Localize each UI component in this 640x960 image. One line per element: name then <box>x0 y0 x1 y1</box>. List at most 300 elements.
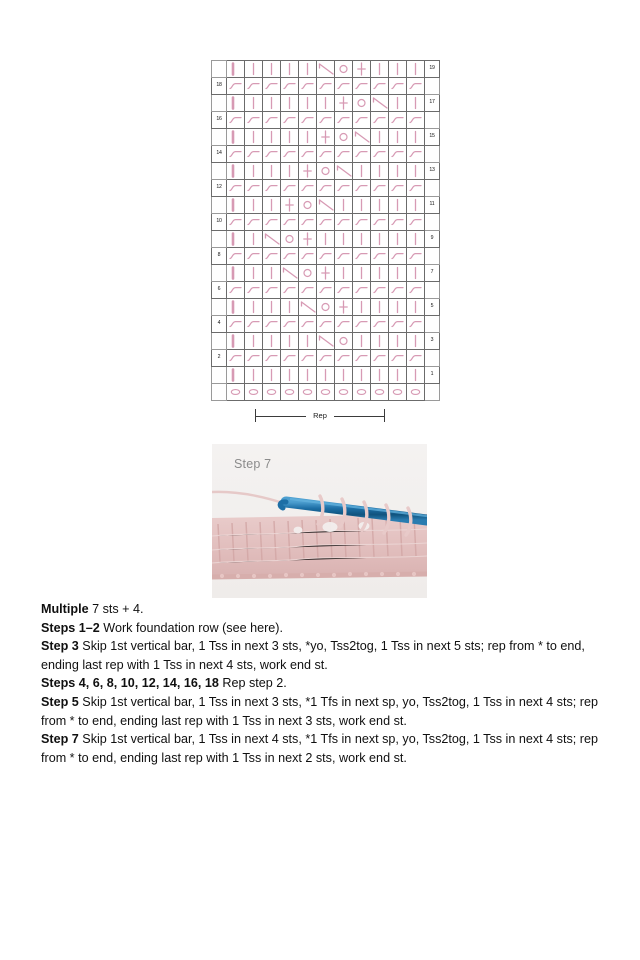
tss-icon <box>281 299 298 315</box>
ret-icon <box>317 316 334 332</box>
tfs-icon <box>317 129 334 145</box>
chart-cell-tfs <box>353 61 371 78</box>
ret-icon <box>263 350 280 366</box>
chart-row <box>212 61 440 78</box>
instruction-line <box>41 619 599 638</box>
tss-icon <box>263 129 280 145</box>
tss-icon <box>281 333 298 349</box>
chart-cell-ret <box>353 248 371 265</box>
chart-cell-ch <box>371 384 389 401</box>
chart-cell-tfs <box>317 129 335 146</box>
chart-cell-tss <box>263 367 281 384</box>
ret-icon <box>335 214 352 230</box>
chart-cell-tss <box>353 299 371 316</box>
chart-cell-tss <box>317 95 335 112</box>
chart-cell-ret <box>299 78 317 95</box>
ret-icon <box>299 248 316 264</box>
instruction-line <box>41 600 599 619</box>
ret-icon <box>227 180 244 196</box>
ch-icon <box>353 384 370 400</box>
chart-cell-ret <box>335 316 353 333</box>
chart-cell-ret <box>389 282 407 299</box>
chart-cell-tss <box>407 197 425 214</box>
chart-cell-ret <box>353 350 371 367</box>
tss-icon <box>389 163 406 179</box>
tss-icon <box>335 367 352 383</box>
dec-icon <box>317 61 334 77</box>
instruction-label: Step 7 <box>41 732 79 747</box>
ret-icon <box>245 112 262 128</box>
chart-cell-ret <box>335 282 353 299</box>
tss-icon <box>263 61 280 77</box>
instruction-label: Steps 1–2 <box>41 620 100 635</box>
chart-row <box>212 214 440 231</box>
chart-cell-ret <box>227 214 245 231</box>
tss-icon <box>371 265 388 281</box>
chart-cell-ch <box>317 384 335 401</box>
chart-cell-tss <box>389 265 407 282</box>
chart-cell-yo <box>335 61 353 78</box>
ret-icon <box>407 282 424 298</box>
chart-cell-tss <box>281 333 299 350</box>
chart-cell-tss <box>353 333 371 350</box>
row-number-left <box>212 265 227 282</box>
ret-icon <box>353 316 370 332</box>
chart-cell-ret <box>281 180 299 197</box>
chart-row <box>212 265 440 282</box>
chart-cell-dec <box>371 95 389 112</box>
tss-icon <box>263 265 280 281</box>
chart-row <box>212 129 440 146</box>
tss-icon <box>371 367 388 383</box>
chart-cell-tfs <box>299 231 317 248</box>
step-photo-caption: Step 7 <box>234 457 272 471</box>
row-number-right: 17 <box>425 95 440 112</box>
ret-icon <box>371 248 388 264</box>
chart-cell-tss <box>407 129 425 146</box>
tss-icon <box>245 367 262 383</box>
tss-icon <box>299 129 316 145</box>
chart-cell-ret <box>281 248 299 265</box>
chart-cell-ret <box>353 146 371 163</box>
chart-cell-tss <box>371 197 389 214</box>
row-number-left <box>212 299 227 316</box>
chart-cell-tss <box>263 299 281 316</box>
instruction-line <box>41 637 599 674</box>
chart-cell-ret <box>263 78 281 95</box>
chart-row <box>212 197 440 214</box>
tss-icon <box>281 129 298 145</box>
chart-cell-dec <box>317 333 335 350</box>
row-number-left: 14 <box>212 146 227 163</box>
tss-icon <box>353 163 370 179</box>
chart-row <box>212 163 440 180</box>
chart-cell-ret <box>317 282 335 299</box>
instruction-text: Work foundation row (see here). <box>99 620 283 635</box>
tss-icon <box>371 299 388 315</box>
chart-cell-tss <box>353 231 371 248</box>
tss-icon <box>245 129 262 145</box>
row-number-right <box>425 146 440 163</box>
chart-cell-tss <box>407 333 425 350</box>
tss-bold-icon <box>227 231 244 247</box>
ret-icon <box>335 146 352 162</box>
row-number-right: 13 <box>425 163 440 180</box>
yo-icon <box>281 231 298 247</box>
ret-icon <box>389 282 406 298</box>
chart-cell-tss <box>371 299 389 316</box>
ret-icon <box>407 180 424 196</box>
ret-icon <box>299 146 316 162</box>
chart-cell-ret <box>227 282 245 299</box>
dec-icon <box>299 299 316 315</box>
chart-cell-ret <box>245 112 263 129</box>
chart-cell-tss <box>281 299 299 316</box>
chart-cell-ret <box>407 214 425 231</box>
row-number-left: 4 <box>212 316 227 333</box>
ret-icon <box>227 78 244 94</box>
tss-icon <box>407 129 424 145</box>
tss-icon <box>389 333 406 349</box>
chart-cell-ret <box>371 248 389 265</box>
chart-cell-ret <box>281 350 299 367</box>
ret-icon <box>389 78 406 94</box>
chart-cell-tss <box>353 367 371 384</box>
ch-icon <box>317 384 334 400</box>
row-number-left: 10 <box>212 214 227 231</box>
chart-cell-tss <box>389 197 407 214</box>
chart-cell-tss <box>371 61 389 78</box>
ret-icon <box>353 180 370 196</box>
tss-icon <box>371 197 388 213</box>
chart-cell-ret <box>407 78 425 95</box>
ret-icon <box>371 214 388 230</box>
rep-label: Rep <box>306 410 334 421</box>
ret-icon <box>371 316 388 332</box>
yo-icon <box>335 333 352 349</box>
chart-cell-tss <box>371 265 389 282</box>
row-number-right <box>425 384 440 401</box>
chart-cell-ret <box>353 78 371 95</box>
chart-cell-tss-bold <box>227 163 245 180</box>
chart-cell-ret <box>335 78 353 95</box>
tss-icon <box>299 61 316 77</box>
row-number-left: 18 <box>212 78 227 95</box>
row-number-left <box>212 384 227 401</box>
chart-cell-dec <box>353 129 371 146</box>
chart-cell-tss <box>371 231 389 248</box>
chart-cell-tss-bold <box>227 333 245 350</box>
tss-icon <box>335 231 352 247</box>
chart-cell-ret <box>281 316 299 333</box>
chart-cell-tss <box>245 95 263 112</box>
ret-icon <box>389 214 406 230</box>
chart-cell-ret <box>353 112 371 129</box>
tfs-icon <box>281 197 298 213</box>
ch-icon <box>227 384 244 400</box>
row-number-left: 6 <box>212 282 227 299</box>
tss-icon <box>389 265 406 281</box>
chart-cell-tss <box>263 265 281 282</box>
ret-icon <box>353 146 370 162</box>
chart-cell-ret <box>371 282 389 299</box>
tss-icon <box>389 197 406 213</box>
ret-icon <box>299 180 316 196</box>
dec-icon <box>317 197 334 213</box>
ret-icon <box>407 78 424 94</box>
ret-icon <box>353 112 370 128</box>
tss-bold-icon <box>227 299 244 315</box>
ch-icon <box>335 384 352 400</box>
ret-icon <box>335 78 352 94</box>
chart-cell-tss <box>335 367 353 384</box>
row-number-right: 7 <box>425 265 440 282</box>
tss-icon <box>281 61 298 77</box>
tss-icon <box>299 367 316 383</box>
tss-icon <box>245 333 262 349</box>
chart-cell-ret <box>317 146 335 163</box>
ret-icon <box>389 146 406 162</box>
ret-icon <box>245 78 262 94</box>
tss-icon <box>281 163 298 179</box>
ret-icon <box>407 146 424 162</box>
tss-icon <box>353 231 370 247</box>
tss-icon <box>317 231 334 247</box>
tss-icon <box>263 333 280 349</box>
tss-icon <box>407 61 424 77</box>
tss-icon <box>389 61 406 77</box>
rep-bracket <box>255 409 385 425</box>
yo-icon <box>335 129 352 145</box>
chart-cell-ret <box>371 78 389 95</box>
ret-icon <box>371 78 388 94</box>
yo-icon <box>335 61 352 77</box>
ret-icon <box>245 180 262 196</box>
ret-icon <box>353 282 370 298</box>
ret-icon <box>281 248 298 264</box>
dec-icon <box>263 231 280 247</box>
chart-cell-dec <box>317 61 335 78</box>
ch-icon <box>389 384 406 400</box>
chart-cell-tss <box>263 163 281 180</box>
tss-bold-icon <box>227 95 244 111</box>
chart-cell-yo <box>317 163 335 180</box>
chart-cell-ret <box>227 248 245 265</box>
ret-icon <box>281 282 298 298</box>
tss-icon <box>353 367 370 383</box>
chart-cell-ret <box>299 316 317 333</box>
ret-icon <box>227 214 244 230</box>
chart-cell-ch <box>335 384 353 401</box>
row-number-right: 15 <box>425 129 440 146</box>
tss-icon <box>407 197 424 213</box>
row-number-left <box>212 129 227 146</box>
ch-icon <box>407 384 424 400</box>
ch-icon <box>263 384 280 400</box>
chart-cell-ret <box>317 350 335 367</box>
row-number-right <box>425 112 440 129</box>
ret-icon <box>299 112 316 128</box>
chart-row <box>212 95 440 112</box>
chart-cell-ch <box>263 384 281 401</box>
ret-icon <box>371 146 388 162</box>
chart-cell-tss <box>299 367 317 384</box>
chart-cell-tss-bold <box>227 265 245 282</box>
tss-icon <box>245 197 262 213</box>
ret-icon <box>407 214 424 230</box>
ret-icon <box>281 214 298 230</box>
row-number-right: 3 <box>425 333 440 350</box>
chart-cell-ret <box>299 146 317 163</box>
chart-cell-tss <box>389 231 407 248</box>
chart-row <box>212 299 440 316</box>
tss-icon <box>263 95 280 111</box>
chart-row <box>212 282 440 299</box>
chart-cell-ret <box>353 282 371 299</box>
chart-cell-tss <box>407 95 425 112</box>
ret-icon <box>227 248 244 264</box>
chart-cell-ret <box>227 146 245 163</box>
chart-cell-ret <box>407 248 425 265</box>
chart-cell-ret <box>227 316 245 333</box>
ret-icon <box>281 316 298 332</box>
ret-icon <box>245 282 262 298</box>
tss-icon <box>263 163 280 179</box>
chart-cell-tss <box>245 367 263 384</box>
tss-icon <box>245 61 262 77</box>
chart-cell-tss <box>317 231 335 248</box>
row-number-right <box>425 282 440 299</box>
chart-cell-tss <box>407 231 425 248</box>
chart-cell-tss <box>389 129 407 146</box>
row-number-left <box>212 95 227 112</box>
chart-cell-ret <box>317 248 335 265</box>
row-number-right <box>425 180 440 197</box>
chart-cell-tss <box>407 265 425 282</box>
instruction-line <box>41 730 599 767</box>
chart-row <box>212 78 440 95</box>
ret-icon <box>317 180 334 196</box>
chart-cell-tss <box>281 163 299 180</box>
ret-icon <box>335 316 352 332</box>
chart-cell-ret <box>245 316 263 333</box>
chart-cell-tss <box>263 95 281 112</box>
chart-cell-tss <box>407 61 425 78</box>
ret-icon <box>353 350 370 366</box>
tss-bold-icon <box>227 129 244 145</box>
chart-cell-tfs <box>299 163 317 180</box>
ret-icon <box>407 112 424 128</box>
chart-cell-tss <box>299 333 317 350</box>
row-number-right: 19 <box>425 61 440 78</box>
chart-cell-ret <box>389 214 407 231</box>
row-number-right: 11 <box>425 197 440 214</box>
chart-cell-ret <box>389 316 407 333</box>
row-number-left <box>212 333 227 350</box>
tfs-icon <box>299 163 316 179</box>
chart-cell-ret <box>263 350 281 367</box>
chart-cell-ret <box>335 248 353 265</box>
tfs-icon <box>299 231 316 247</box>
ret-icon <box>371 180 388 196</box>
dec-icon <box>353 129 370 145</box>
chart-cell-dec <box>317 197 335 214</box>
chart-cell-ch <box>245 384 263 401</box>
row-number-left: 12 <box>212 180 227 197</box>
chart-cell-tss <box>407 367 425 384</box>
tss-icon <box>317 95 334 111</box>
chart-cell-ch <box>389 384 407 401</box>
chart-cell-ret <box>353 180 371 197</box>
chart-row <box>212 112 440 129</box>
instruction-label: Steps 4, 6, 8, 10, 12, 14, 16, 18 <box>41 676 219 691</box>
chart-cell-tfs <box>317 265 335 282</box>
ret-icon <box>263 78 280 94</box>
chart-cell-ret <box>389 146 407 163</box>
row-number-left <box>212 61 227 78</box>
ret-icon <box>407 248 424 264</box>
chart-cell-ret <box>227 180 245 197</box>
chart-cell-tss <box>371 333 389 350</box>
ret-icon <box>407 350 424 366</box>
tss-bold-icon <box>227 265 244 281</box>
instruction-text: Skip 1st vertical bar, 1 Tss in next 3 sts, *1 Tfs in next sp, yo, Tss2tog, 1 Tss in next 4 sts; rep from * to end, ending last rep with 1 Tss in next 3 sts, work end st. <box>41 694 598 728</box>
instruction-text: Skip 1st vertical bar, 1 Tss in next 3 sts, *yo, Tss2tog, 1 Tss in next 5 sts; rep from * to end, ending last rep with 1 Tss in next 4 sts, work end st. <box>41 639 585 672</box>
ret-icon <box>227 282 244 298</box>
instruction-text: 7 sts + 4. <box>88 602 144 616</box>
chart-cell-ret <box>299 214 317 231</box>
chart-cell-ret <box>281 214 299 231</box>
chart-cell-tss <box>389 367 407 384</box>
tfs-icon <box>335 95 352 111</box>
chart-cell-ret <box>389 350 407 367</box>
tss-icon <box>335 197 352 213</box>
chart-cell-ret <box>299 248 317 265</box>
tss-bold-icon <box>227 333 244 349</box>
chart-cell-tss <box>245 61 263 78</box>
chart-cell-tss-bold <box>227 61 245 78</box>
chart-cell-ret <box>299 282 317 299</box>
ret-icon <box>389 316 406 332</box>
chart-cell-ret <box>281 282 299 299</box>
dec-icon <box>317 333 334 349</box>
chart-cell-ret <box>281 78 299 95</box>
row-number-right <box>425 248 440 265</box>
yo-icon <box>317 163 334 179</box>
chart-cell-ret <box>407 180 425 197</box>
row-number-right: 9 <box>425 231 440 248</box>
chart-cell-tss <box>245 299 263 316</box>
chart-grid <box>211 60 440 401</box>
chart-cell-tss <box>389 299 407 316</box>
tss-bold-icon <box>227 163 244 179</box>
row-number-right: 5 <box>425 299 440 316</box>
tss-icon <box>245 163 262 179</box>
row-number-right <box>425 316 440 333</box>
chart-cell-tss <box>389 95 407 112</box>
chart-cell-ret <box>299 112 317 129</box>
tss-icon <box>371 61 388 77</box>
tss-icon <box>389 231 406 247</box>
chart-cell-yo <box>299 197 317 214</box>
tss-icon <box>245 265 262 281</box>
chart-cell-tss <box>335 197 353 214</box>
tss-icon <box>407 333 424 349</box>
chart-row <box>212 384 440 401</box>
ret-icon <box>245 146 262 162</box>
tss-bold-icon <box>227 197 244 213</box>
ret-icon <box>245 214 262 230</box>
